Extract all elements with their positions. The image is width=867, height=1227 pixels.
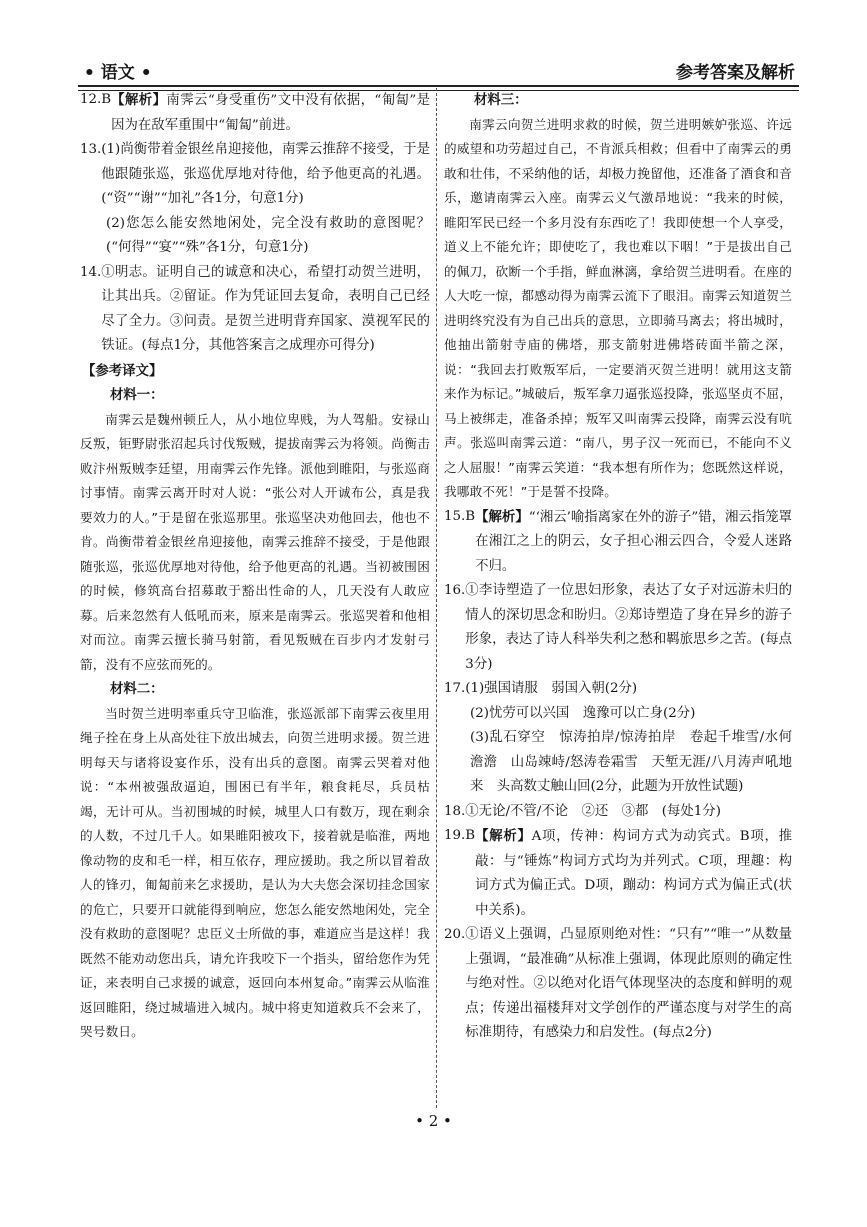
answer-text: ①语义上强调，凸显原则绝对性：“只有”“唯一”从数量上强调，“最准确”从标准上强调，体现此原则的确定性与绝对性。②以绝对化语气体现坚决的态度和鲜明的观点；传递出福楼拜对文学创作的严谨态度与对学生的高标准期待，有感染力和启发性。(每点2分) (465, 927, 792, 1040)
material-2-title: 材料二： (110, 681, 164, 697)
left-column (80, 88, 430, 1108)
analysis-tag: 【解析】 (475, 508, 529, 525)
answer-text: A项，传神：构词方式为动宾式。B项，推敲：与“锤炼”构词方式均为并列式。C项，理趣：构词方式为偏正式。D项，蹦动：构词方式为偏正式(状中关系)。 (475, 829, 792, 918)
answer-13-part2: (2)您怎么能安然地闲处，完全没有救助的意图呢？(“何得”“宴”“殊”各1分，句意1分) (106, 215, 430, 255)
answer-text: “‘湘云’喻指离家在外的游子”错，湘云指笼罩在湘江之上的阴云，女子担心湘云四合，令爱人迷路不归。 (475, 509, 792, 574)
answer-text: 南霁云“身受重伤”文中没有依据，“匍匐”是因为在敌军重围中“匍匐”前进。 (111, 93, 430, 133)
answer-17 (444, 677, 792, 702)
answer-text: ①明志。证明自己的诚意和决心，希望打动贺兰进明，让其出兵。②留证。作为凭证回去复命，表明自己已经尽了全力。③问责。是贺兰进明背弃国家、漠视军民的铁证。(每点1分，其他答案言之成理亦可得分) (101, 264, 430, 353)
answer-text: (1)尚衡带着金银丝帛迎接他，南霁云推辞不接受，于是他跟随张巡，张巡优厚地对待他，给予他更高的礼遇。(“资”“谢”“加礼”各1分，句意1分) (101, 142, 430, 206)
page-number: • 2 • (415, 1112, 452, 1130)
reference-translation-title: 【参考译文】 (82, 362, 163, 379)
answer-number: 17. (444, 681, 466, 696)
answer-text: (1)强国请服 弱国入朝(2分) (465, 681, 638, 696)
material-1-title: 材料一： (110, 387, 164, 403)
answer-number: 18. (444, 803, 466, 819)
answer-16 (444, 579, 792, 677)
answer-number: 16. (444, 583, 466, 598)
column-divider (436, 88, 437, 1108)
answer-text: ①李诗塑造了一位思妇形象，表达了女子对远游未归的情人的深切思念和盼归。②郑诗塑造了身在异乡的游子形象，表达了诗人科举失利之愁和羁旅思乡之苦。(每点3分) (465, 583, 792, 672)
material-2-text: 当时贺兰进明率重兵守卫临淮，张巡派部下南霁云夜里用绳子拴在身上从高处往下放出城去，向贺兰进明求援。贺兰进明每天与诸将设宴作乐，没有出兵的意图。南霁云哭着对他说：“本州被强敌逼迫，围困已有半年，粮食耗尽，兵员枯竭，无计可从。当初围城的时候，城里人口有数万，现在剩余的人数，不过几千人。如果睢阳被攻下，接着就是临淮，两地像动物的皮和毛一样，相互依存，理应援助。我之所以冒着敌人的锋刃，匍匐前来乞求援助，是认为大夫您会深切挂念国家的危亡，只要开口就能得到响应，您怎么能安然地闲处，完全没有救助的意图呢？忠臣义士所做的事，难道应当是这样！我既然不能劝动您出兵，请允许我咬下一个指头，留给您作为凭证，来表明自己求援的诚意，返回向本州复命。”南霁云从临淮返回睢阳，绕过城墙进入城内。城中将吏知道救兵不会来了，哭号数日。 (80, 705, 430, 1039)
answer-17-part2: (2)忧劳可以兴国 逸豫可以亡身(2分) (470, 705, 696, 721)
answer-15 (444, 505, 792, 580)
right-column (444, 88, 792, 1108)
answer-number: 15.B (444, 508, 476, 524)
answer-number: 19.B (444, 828, 476, 843)
page-header (78, 56, 799, 86)
answer-17-part3: (3)乱石穿空 惊涛拍岸/惊涛拍岸 卷起千堆雪/水何澹澹 山岛竦峙/怒涛卷霜雪 天堑无涯/八月涛声吼地来 头高数丈触山回(2分，此题为开放性试题) (470, 730, 792, 794)
analysis-tag: 【解析】 (475, 828, 532, 844)
answer-20 (444, 923, 792, 1046)
answer-12 (80, 88, 430, 138)
section-title: 参考答案及解析 (676, 63, 795, 83)
analysis-tag: 【解析】 (111, 92, 167, 108)
material-3-title: 材料三： (474, 92, 528, 108)
material-3-text: 南霁云向贺兰进明求救的时候，贺兰进明嫉妒张巡、许远的威望和功劳超过自己，不肯派兵相救；但看中了南霁云的勇敢和壮伟，不采纳他的话，却极力挽留他，还准备了酒食和音乐，邀请南霁云入座。南霁云义气激昂地说：“我来的时候，睢阳军民已经一个多月没有东西吃了！我即使想一个人享受，道义上不能允许；即使吃了，我也难以下咽！”于是拔出自己的佩刀，砍断一个手指，鲜血淋漓，拿给贺兰进明看。在座的人大吃一惊，都感动得为南霁云流下了眼泪。南霁云知道贺兰进明终究没有为自己出兵的意思，立即骑马离去；将出城时，他抽出箭射寺庙的佛塔，那支箭射进佛塔砖面半箭之深，说：“我回去打败叛军后，一定要消灭贺兰进明！就用这支箭来作为标记。”城破后，叛军拿刀逼张巡投降，张巡坚贞不屈，马上被绑走，准备杀掉；叛军又叫南霁云投降，南霁云没有吭声。张巡叫南霁云道：“南八，男子汉一死而已，不能向不义之人屈服！”南霁云笑道：“我本想有所作为；您既然这样说，我哪敢不死！”于是誓不投降。 (444, 116, 792, 499)
answer-number: 14. (80, 264, 102, 280)
answer-number: 12.B (80, 92, 112, 107)
answer-text: ①无论/不管/不论 ②还 ③都 (每处1分) (465, 803, 721, 819)
answer-number: 13. (80, 142, 102, 157)
subject-label: • 语文 • (84, 63, 152, 83)
answer-14 (80, 261, 430, 359)
answer-13 (80, 138, 430, 212)
answer-18 (444, 800, 792, 825)
answer-number: 20. (444, 927, 466, 942)
answer-19 (444, 824, 792, 923)
material-1-text: 南霁云是魏州顿丘人，从小地位卑贱，为人驾船。安禄山反叛，钜野尉张沼起兵讨伐叛贼，提拔南霁云为将领。尚衡击败汴州叛贼李廷望，用南霁云作先锋。派他到睢阳，与张巡商讨事情。南霁云离开时对人说：“张公对人开诚布公，真是我要效力的人。”于是留在张巡那里。张巡坚决劝他回去，他也不肯。尚衡带着金银丝帛迎接他，南霁云推辞不接受，于是他跟随张巡，张巡优厚地对待他，给予他更高的礼遇。当初被围困的时候，修筑高台招募敢于豁出性命的人，几天没有人敢应募。后来忽然有人低吼而来，原来是南霁云。张巡哭着和他相对而泣。南霁云擅长骑马射箭，看见叛贼在百步内才发射弓箭，没有不应弦而死的。 (80, 411, 430, 672)
